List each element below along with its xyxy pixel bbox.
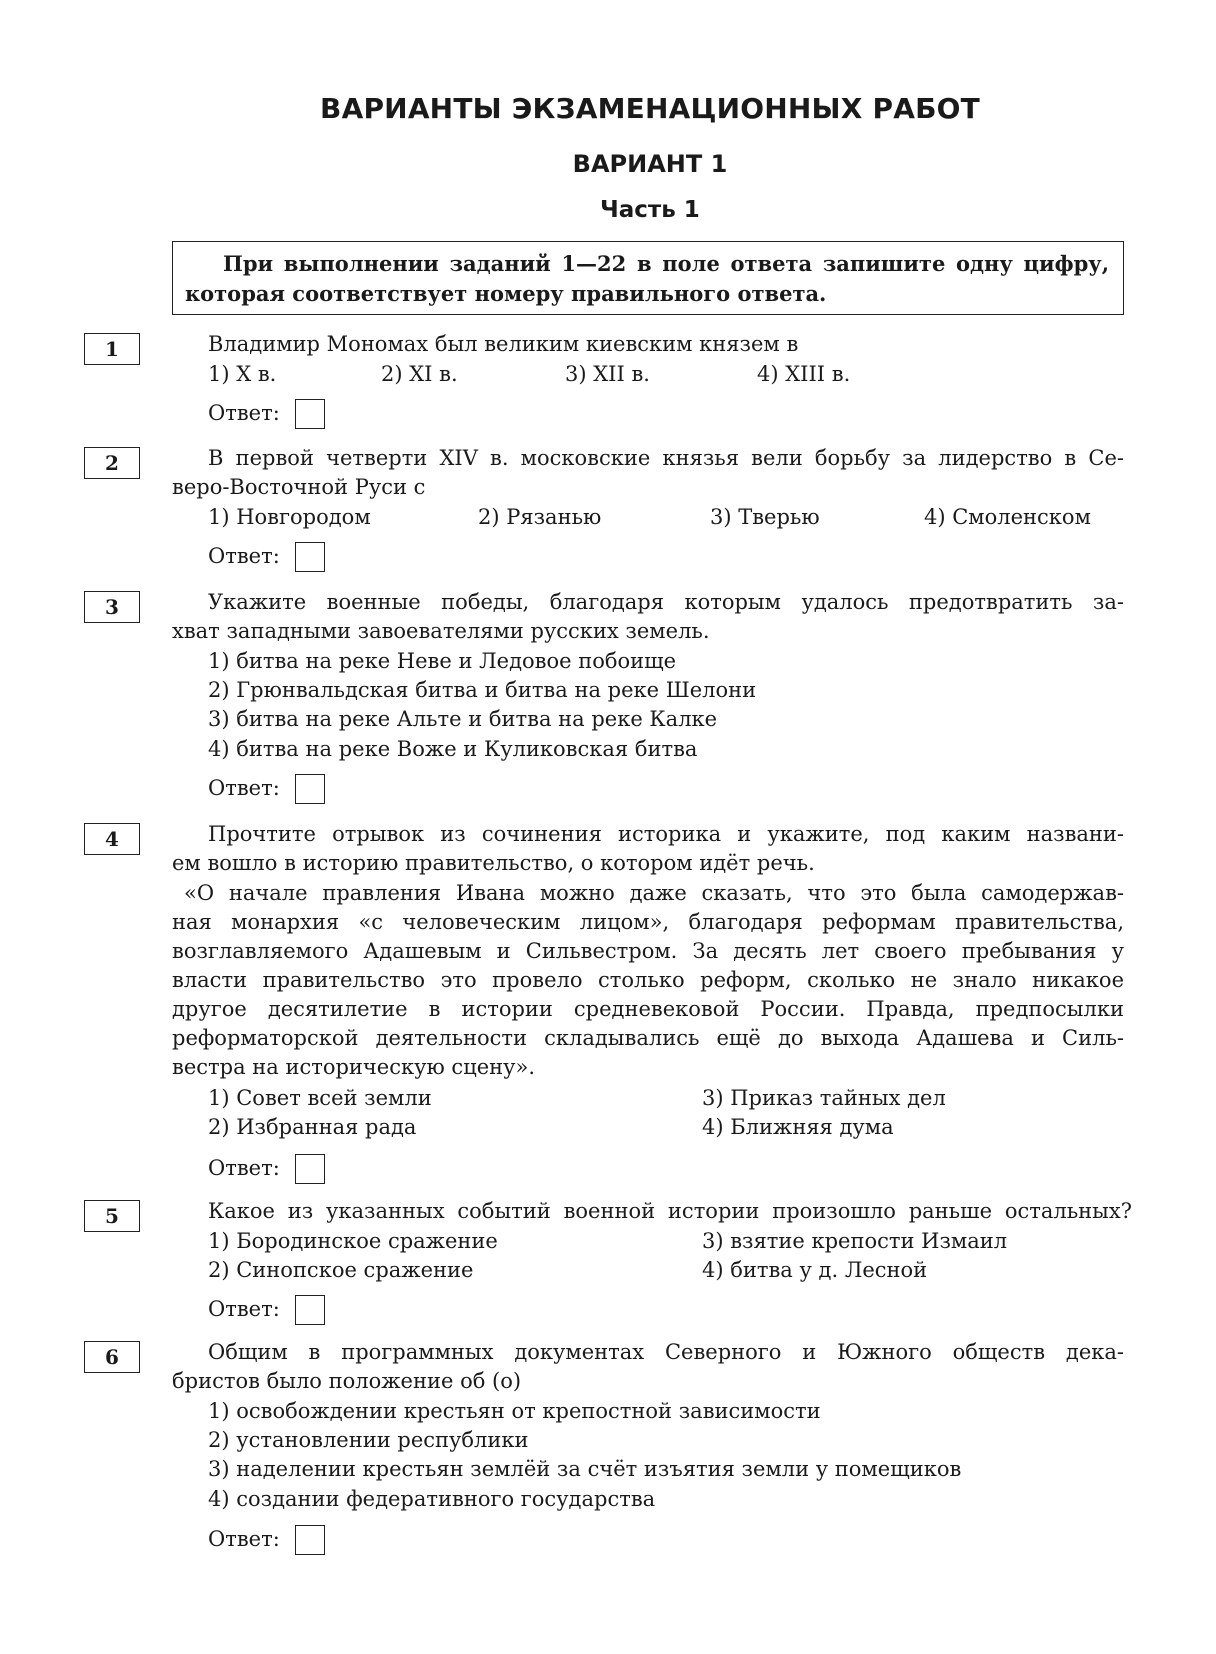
option: 2) Синопское сражение (208, 1258, 474, 1282)
question-text: В первой четверти XIV в. московские князья вели борьбу за лидерство в Се- (208, 446, 1124, 470)
instruction-box (172, 241, 1124, 315)
question-number: 5 (84, 1200, 140, 1232)
quote-line: «О начале правления Ивана можно даже сказать, что это была самодержав- (184, 881, 1124, 905)
option: 2) Грюнвальдская битва и битва на реке Шелони (208, 678, 757, 702)
question-text: Прочтите отрывок из сочинения историка и укажите, под каким названи- (208, 822, 1124, 846)
option: 3) XII в. (565, 362, 650, 386)
option: 2) XI в. (381, 362, 458, 386)
instruction-line: При выполнении заданий 1—22 в поле ответа запишите одну цифру, (223, 251, 1109, 276)
option: 3) битва на реке Альте и битва на реке Калке (208, 707, 718, 731)
answer-label: Ответ: (208, 776, 280, 800)
option: 4) Смоленском (924, 505, 1091, 529)
option: 4) создании федеративного государства (208, 1487, 656, 1511)
option: 4) Ближняя дума (702, 1115, 894, 1139)
question-number: 2 (84, 447, 140, 479)
answer-box[interactable] (295, 1295, 325, 1325)
quote-line: ная монархия «с человеческим лицом», благодаря реформам правительства, (172, 910, 1124, 934)
question-number: 4 (84, 823, 140, 855)
option: 1) Совет всей земли (208, 1086, 432, 1110)
variant-heading: ВАРИАНТ 1 (572, 150, 728, 178)
answer-box[interactable] (295, 542, 325, 572)
option: 2) Избранная рада (208, 1115, 417, 1139)
option: 3) Приказ тайных дел (702, 1086, 946, 1110)
answer-label: Ответ: (208, 1297, 280, 1321)
page-title: ВАРИАНТЫ ЭКЗАМЕНАЦИОННЫХ РАБОТ (320, 92, 980, 125)
option: 1) X в. (208, 362, 277, 386)
answer-box[interactable] (295, 399, 325, 429)
option: 1) битва на реке Неве и Ледовое побоище (208, 649, 677, 673)
option: 2) установлении республики (208, 1428, 529, 1452)
option: 4) битва у д. Лесной (702, 1258, 928, 1282)
quote-line: власти правительство это провело столько реформ, сколько не знало никакое (172, 968, 1124, 992)
instruction-line: которая соответствует номеру правильного ответа. (185, 281, 827, 306)
quote-line: другое десятилетие в истории средневековой России. Правда, предпосылки (172, 997, 1124, 1021)
answer-label: Ответ: (208, 544, 280, 568)
option: 2) Рязанью (478, 505, 602, 529)
option: 4) XIII в. (757, 362, 851, 386)
question-text: веро-Восточной Руси с (172, 475, 426, 499)
option: 3) взятие крепости Измаил (702, 1229, 1008, 1253)
quote-line: возглавляемого Адашевым и Сильвестром. За десять лет своего пребывания у (172, 939, 1124, 963)
question-number: 6 (84, 1341, 140, 1373)
option: 1) Новгородом (208, 505, 371, 529)
answer-box[interactable] (295, 1154, 325, 1184)
question-text: ем вошло в историю правительство, о котором идёт речь. (172, 851, 815, 875)
question-text: Какое из указанных событий военной истории произошло раньше остальных? (208, 1199, 1132, 1223)
answer-box[interactable] (295, 1525, 325, 1555)
question-text: Общим в программных документах Северного и Южного обществ дека- (208, 1340, 1124, 1364)
question-number: 3 (84, 591, 140, 623)
answer-label: Ответ: (208, 401, 280, 425)
question-text: Владимир Мономах был великим киевским князем в (208, 332, 799, 356)
question-text: Укажите военные победы, благодаря которым удалось предотвратить за- (208, 590, 1124, 614)
part-heading: Часть 1 (600, 197, 700, 223)
answer-box[interactable] (295, 774, 325, 804)
option: 1) освобождении крестьян от крепостной зависимости (208, 1399, 821, 1423)
option: 1) Бородинское сражение (208, 1229, 498, 1253)
question-number: 1 (84, 333, 140, 365)
option: 3) наделении крестьян землёй за счёт изъятия земли у помещиков (208, 1457, 962, 1481)
question-text: хват западными завоевателями русских земель. (172, 619, 710, 643)
answer-label: Ответ: (208, 1156, 280, 1180)
quote-line: вестра на историческую сцену». (172, 1055, 535, 1079)
option: 4) битва на реке Воже и Куликовская битва (208, 737, 698, 761)
answer-label: Ответ: (208, 1527, 280, 1551)
quote-line: реформаторской деятельности складывались ещё до выхода Адашева и Силь- (172, 1026, 1124, 1050)
option: 3) Тверью (710, 505, 820, 529)
question-text: бристов было положение об (о) (172, 1369, 522, 1393)
